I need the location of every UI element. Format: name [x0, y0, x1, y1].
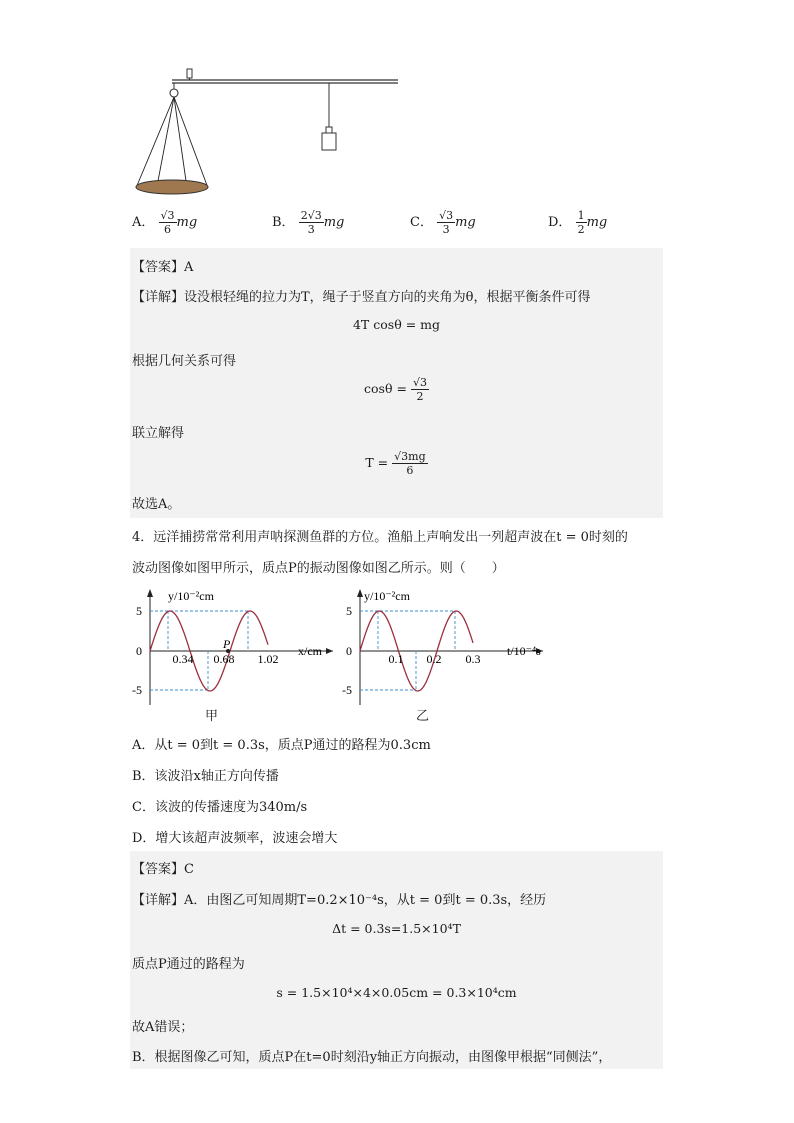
q3-option-d[interactable]: D． $\frac{1}{2}$ mg	[548, 209, 608, 236]
svg-text:0: 0	[136, 644, 142, 658]
svg-text:t/10⁻⁴s: t/10⁻⁴s	[507, 644, 541, 658]
q3-equation-3: T = $\frac{√3mg}{6}$	[365, 450, 426, 477]
q3-equation-1: 4T cosθ = mg	[352, 317, 440, 332]
q3-detail: 【详解】设没根轻绳的拉力为T，绳子于竖直方向的夹角为θ，根据平衡条件可得	[132, 290, 591, 305]
svg-text:y/10⁻²cm: y/10⁻²cm	[364, 589, 410, 603]
q3-joint-text: 联立解得	[132, 426, 185, 441]
svg-text:0.3: 0.3	[465, 652, 481, 666]
q3-geometry-text: 根据几何关系可得	[132, 354, 237, 369]
svg-text:5: 5	[136, 604, 142, 618]
q4-detail-1: 【详解】A．由图乙可知周期T=0.2×10⁻⁴s，从t = 0到t = 0.3s，经历	[132, 893, 547, 908]
q4-answer: 【答案】C	[132, 862, 194, 877]
q4-equation-2: s = 1.5×10⁴×4×0.05cm = 0.3×10⁴cm	[276, 985, 517, 1000]
graph-jia-caption: 甲	[205, 709, 219, 724]
q3-option-c[interactable]: C． $\frac{√3}{3}$ mg	[410, 209, 476, 236]
svg-text:P: P	[223, 637, 231, 651]
svg-text:0.2: 0.2	[426, 652, 442, 666]
svg-text:0.1: 0.1	[388, 652, 404, 666]
svg-text:5: 5	[346, 604, 352, 618]
q4-path-text: 质点P通过的路程为	[132, 957, 245, 972]
q4-option-c[interactable]: C．该波的传播速度为340m/s	[132, 800, 308, 815]
svg-text:-5: -5	[342, 683, 352, 697]
svg-text:0: 0	[346, 644, 352, 658]
q3-option-a[interactable]: A． $\frac{√3}{6}$ mg	[132, 209, 198, 236]
svg-text:0.34: 0.34	[172, 652, 194, 666]
balance-figure	[130, 64, 405, 199]
wave-graph-jia	[125, 585, 340, 710]
q4-stem-line2: 波动图像如图甲所示，质点P的振动图像如图乙所示。则（ ）	[132, 561, 505, 576]
q3-answer: 【答案】A	[132, 260, 194, 275]
svg-text:y/10⁻²cm: y/10⁻²cm	[168, 589, 214, 603]
q3-equation-2: cosθ = $\frac{√3}{2}$	[364, 376, 427, 403]
svg-text:x/cm: x/cm	[298, 644, 322, 658]
q4-option-d[interactable]: D．增大该超声波频率，波速会增大	[132, 831, 338, 846]
svg-text:1.02: 1.02	[257, 652, 279, 666]
q4-equation-1: Δt = 0.3s=1.5×10⁴T	[332, 921, 461, 936]
graph-yi-caption: 乙	[416, 709, 430, 724]
q4-option-b[interactable]: B．该波沿x轴正方向传播	[132, 769, 279, 784]
svg-text:0.68: 0.68	[213, 652, 235, 666]
svg-text:-5: -5	[132, 683, 142, 697]
q4-stem-line1: 4．远洋捕捞常常利用声呐探测鱼群的方位。渔船上声响发出一列超声波在t = 0时刻的	[132, 530, 628, 545]
q4-option-a[interactable]: A．从t = 0到t = 0.3s，质点P通过的路程为0.3cm	[132, 738, 431, 753]
vibration-graph-yi	[335, 585, 550, 710]
q4-detail-b: B．根据图像乙可知，质点P在t=0时刻沿y轴正方向振动，由图像甲根据“同侧法”，	[132, 1050, 612, 1065]
q3-conclusion: 故选A。	[132, 497, 181, 512]
q3-option-b[interactable]: B． $\frac{2√3}{3}$ mg	[272, 209, 345, 236]
q4-wrong-a: 故A错误；	[132, 1020, 194, 1035]
